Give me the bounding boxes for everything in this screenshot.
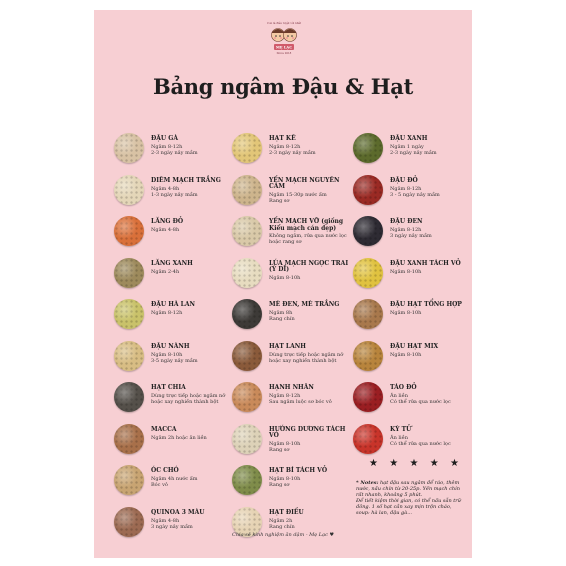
ingredient-instructions: Ngâm 4-8h (151, 227, 180, 233)
star-icon: ★ (389, 458, 399, 469)
ingredient-item (114, 380, 234, 420)
ingredient-name: HẠNH NHÂN (269, 384, 314, 391)
ingredient-name: ÓC CHÓ (151, 467, 179, 474)
ingredient-item (232, 297, 352, 337)
ingredient-instructions: Ngâm 8-10h 3-5 ngày nảy mầm (151, 351, 198, 364)
ingredient-instructions: Ngâm 8-10h Rang sơ (269, 476, 301, 488)
ingredient-instructions: Ngâm 4-8h 3 ngày nảy mầm (151, 517, 193, 530)
ingredient-name: ĐẬU XANH (390, 135, 428, 142)
ingredient-instructions: Ngâm 2h hoặc ăn liền (151, 434, 207, 441)
ingredient-name: LĂNG XANH (151, 259, 193, 267)
ingredient-item (232, 173, 352, 213)
ingredient-instructions: Ngâm 2h Rang chín (269, 517, 295, 530)
ingredient-instructions: Ngâm 8-10h (390, 310, 422, 316)
ingredient-item (353, 422, 473, 462)
ingredient-name: ĐẬU GÀ (151, 135, 178, 142)
mixed-nuts-icon (353, 299, 383, 329)
ingredient-instructions: Ngâm 15-30p nước ấm Rang sơ (269, 191, 327, 204)
ingredient-item (114, 422, 234, 462)
soybean-icon (114, 341, 144, 371)
ingredient-name: HẠT KÊ (269, 135, 296, 142)
star-icon: ★ (450, 458, 459, 469)
rating-stars (369, 459, 459, 469)
ingredient-name: TÁO ĐỎ (390, 384, 417, 391)
ingredient-item (114, 297, 234, 337)
ingredient-item (232, 256, 352, 296)
svg-text:Con là điều tuyệt vời nhất: Con là điều tuyệt vời nhất (267, 22, 301, 25)
ingredient-name: YẾN MẠCH NGUYÊN CÁM (269, 176, 340, 190)
ingredient-name: ĐẬU HẠT MIX (390, 342, 439, 350)
split-mung-bean-icon (353, 258, 383, 288)
ingredient-instructions: Ngâm 8-12h 3 - 5 ngày nảy mầm (390, 185, 440, 198)
ingredient-name: HẠT BÍ TÁCH VỎ (269, 467, 328, 474)
notes-label: * Notes: (356, 480, 379, 486)
ingredient-instructions: Ăn liền Có thể rửa qua nước lọc (390, 434, 451, 447)
ingredient-item (353, 131, 473, 171)
ingredient-item (232, 380, 352, 420)
ingredient-instructions: Ngâm 8-12h 3 ngày nảy mầm (390, 227, 432, 239)
ingredient-instructions: Ngâm 8-10h (269, 274, 301, 281)
goji-berry-icon (353, 424, 383, 454)
pearl-barley-icon (232, 258, 262, 288)
svg-text:MẸ LẠC: MẸ LẠC (275, 45, 293, 50)
ingredient-item (353, 173, 473, 213)
ingredient-name: HẠT LANH (269, 342, 306, 350)
ingredient-item (114, 463, 234, 503)
rolled-oat-icon (232, 216, 262, 246)
ingredient-instructions: Ăn liền Có thể rửa qua nước lọc (390, 393, 451, 405)
ingredient-name: YẾN MẠCH VỠ (giống Kiểu mạch cán dẹp) (269, 218, 344, 232)
pumpkin-seed-icon (232, 465, 262, 495)
star-icon: ★ (409, 458, 419, 469)
millet-icon (232, 133, 262, 163)
ingredient-item (114, 214, 234, 254)
ingredient-name: ĐẬU HẠT TỔNG HỢP (390, 301, 462, 308)
ingredient-item (353, 214, 473, 254)
ingredient-item (353, 256, 473, 296)
green-lentil-icon (114, 258, 144, 288)
footer-credit: Chia sẻ kinh nghiệm ăn dặm - Mẹ Lạc ♥ (232, 532, 334, 538)
ingredient-name: ĐẬU HÀ LAN (151, 301, 195, 308)
ingredient-item (232, 339, 352, 379)
ingredient-name: MÈ ĐEN, MÈ TRẮNG (269, 301, 340, 308)
me-lac-logo (267, 18, 301, 58)
ingredient-name: ĐẬU XANH TÁCH VỎ (390, 259, 461, 267)
whole-oat-icon (232, 175, 262, 205)
ingredient-name: HẠT ĐIỀU (269, 508, 304, 516)
ingredient-instructions: Ngâm 4h nước ấm Bóc vỏ (151, 476, 198, 488)
ingredient-instructions: Không ngâm, rửa qua nước lọc hoặc rang sơ (269, 233, 347, 245)
ingredient-instructions: Dùng trực tiếp hoặc ngâm nở hoặc xay nghiền thành bột (151, 393, 226, 405)
ingredient-item (353, 380, 473, 420)
red-date-icon (353, 382, 383, 412)
chia-seed-icon (114, 382, 144, 412)
ingredient-name: KỲ TỬ (390, 425, 412, 433)
chickpea-icon (114, 133, 144, 163)
ingredient-name: HƯỚNG DƯƠNG TÁCH VỎ (269, 425, 346, 439)
sesame-icon (232, 299, 262, 329)
ingredient-item (114, 339, 234, 379)
ingredient-item (114, 256, 234, 296)
ingredient-item (114, 131, 234, 171)
almond-icon (232, 382, 262, 412)
split-pea-icon (114, 299, 144, 329)
black-bean-icon (353, 216, 383, 246)
ingredient-name: ĐẬU ĐỎ (390, 176, 418, 184)
ingredient-instructions: Ngâm 8-12h 2-3 ngày nảy mầm (151, 144, 198, 156)
svg-text:Since 2018: Since 2018 (276, 52, 292, 55)
ingredient-name: LÚA MẠCH NGỌC TRAI (Ý DĨ) (269, 259, 349, 273)
page-title: Bảng ngâm Đậu & Hạt (153, 74, 413, 99)
ingredient-instructions: Ngâm 8-12h 2-3 ngày nảy mầm (269, 144, 316, 156)
ingredient-instructions: Ngâm 8-10h (390, 268, 422, 275)
ingredient-item (232, 463, 352, 503)
ingredient-name: MACCA (151, 425, 177, 433)
red-bean-icon (353, 175, 383, 205)
white-quinoa-icon (114, 175, 144, 205)
ingredient-item (353, 297, 473, 337)
sunflower-seed-icon (232, 424, 262, 454)
red-lentil-icon (114, 216, 144, 246)
ingredient-instructions: Ngâm 8-12h (151, 310, 183, 316)
ingredient-item (232, 505, 352, 545)
mung-bean-icon (353, 133, 383, 163)
ingredient-instructions: Ngâm 8-10h (390, 351, 422, 358)
ingredient-instructions: Ngâm 8-12h Sau ngâm luộc sơ bóc vỏ (269, 393, 332, 405)
flaxseed-icon (232, 341, 262, 371)
walnut-icon (114, 465, 144, 495)
ingredient-item (353, 339, 473, 379)
ingredient-instructions: Ngâm 2-4h (151, 268, 180, 275)
macadamia-icon (114, 424, 144, 454)
ingredient-item (114, 505, 234, 545)
ingredient-name: ĐẬU ĐEN (390, 218, 423, 225)
ingredient-item (232, 422, 352, 462)
ingredient-name: QUINOA 3 MÀU (151, 508, 205, 516)
notes (356, 480, 464, 516)
soaking-chart-poster (94, 10, 472, 558)
ingredient-instructions: Ngâm 1 ngày 2-3 ngày nảy mầm (390, 144, 437, 156)
star-icon: ★ (369, 458, 378, 469)
ingredient-name: HẠT CHIA (151, 384, 186, 391)
ingredient-item (114, 173, 234, 213)
ingredient-item (232, 214, 352, 254)
ingredient-item (232, 131, 352, 171)
ingredient-name: LĂNG ĐỎ (151, 218, 184, 225)
ingredient-name: DIÊM MẠCH TRẮNG (151, 176, 221, 184)
mixed-beans-icon (353, 341, 383, 371)
ingredient-instructions: Ngâm 8-10h Rang sơ (269, 440, 301, 453)
ingredient-instructions: Dùng trực tiếp hoặc ngâm nở hoặc xay nghiền thành bột (269, 351, 344, 364)
star-icon: ★ (429, 458, 439, 469)
ingredient-name: ĐẬU NÀNH (151, 342, 190, 350)
notes-text: hạt đậu sau ngâm để ráo, thêm nước, nấu chín từ 20-25p. Yến mạch chín rất nhanh, khoảng 5 phút. Để tiết kiệm thời gian, có thể nấu sẵn trữ đông. 1 số hạt cần xay mịn trộn cháo, soup: hà lan, đậu gà... (356, 480, 461, 516)
ingredient-instructions: Ngâm 8h Rang chín (269, 310, 295, 322)
ingredient-instructions: Ngâm 4-8h 1-3 ngày nảy mầm (151, 185, 198, 198)
